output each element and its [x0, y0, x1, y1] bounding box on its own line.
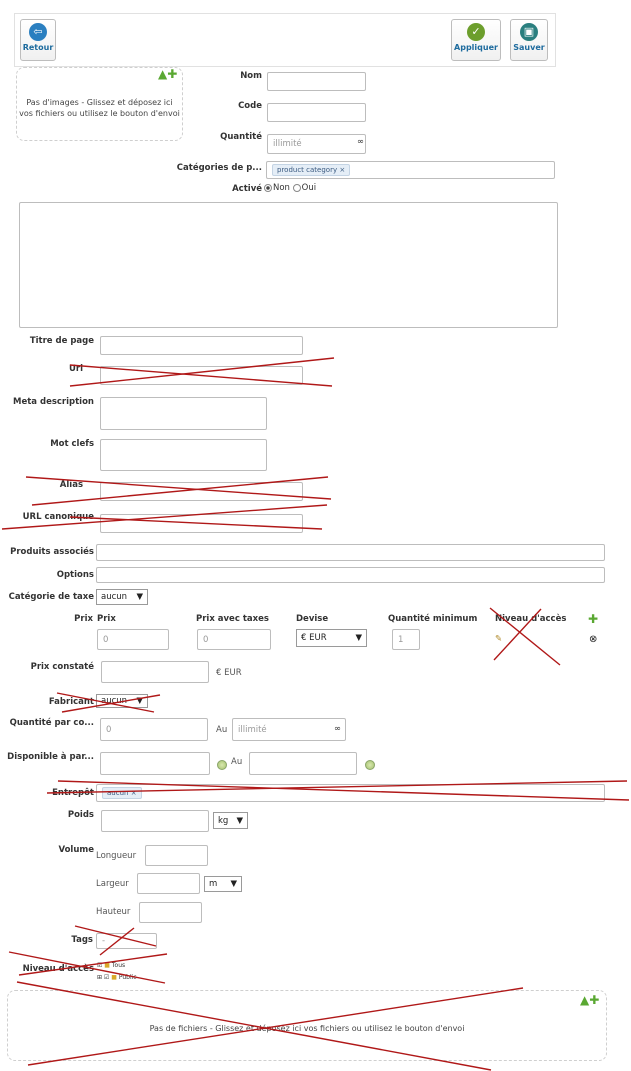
- weight-label: Poids: [67, 810, 94, 820]
- related-products-label: Produits associés: [10, 547, 94, 557]
- url-input[interactable]: [100, 366, 303, 385]
- min-quantity-input[interactable]: 1: [392, 629, 420, 650]
- categories-label: Catégories de p...: [176, 163, 262, 173]
- access-level-label: Niveau d'accès: [22, 964, 94, 974]
- canonical-url-input[interactable]: [100, 514, 303, 533]
- alias-label: Alias: [59, 480, 83, 490]
- upload-file-icon[interactable]: ▲✚: [580, 993, 600, 1007]
- warehouse-tag: aucun ×: [102, 787, 142, 799]
- quantity-label: Quantité: [220, 132, 262, 142]
- length-unit-value: m: [209, 879, 218, 889]
- length-unit-select[interactable]: [204, 876, 242, 892]
- tax-category-label: Catégorie de taxe: [8, 592, 94, 602]
- infinity-icon[interactable]: ∞: [334, 724, 342, 734]
- options-input[interactable]: [96, 567, 605, 583]
- manufacturer-select[interactable]: [96, 694, 148, 708]
- manufacturer-value: aucun: [101, 696, 128, 706]
- tags-input[interactable]: -: [96, 933, 157, 949]
- meta-description-textarea[interactable]: [100, 397, 267, 430]
- url-label: Url: [68, 364, 83, 374]
- dropdown-arrow-icon: ▼: [355, 633, 362, 643]
- dropdown-arrow-icon: ▼: [236, 815, 243, 826]
- file-dropzone-text: Pas de fichiers - Glissez et déposez ici vos fichiers ou utilisez le bouton d'envoi: [149, 1024, 465, 1033]
- active-yes-label: Oui: [301, 183, 317, 193]
- weight-unit-select[interactable]: [213, 812, 248, 829]
- check-icon: ✓: [467, 23, 485, 41]
- weight-input[interactable]: [101, 810, 209, 832]
- calendar-icon[interactable]: [217, 760, 227, 770]
- price-input[interactable]: 0: [97, 629, 169, 650]
- warehouse-input[interactable]: [96, 784, 605, 802]
- dropdown-arrow-icon: ▼: [136, 696, 143, 706]
- related-products-input[interactable]: [96, 544, 605, 561]
- calendar-icon[interactable]: [365, 760, 375, 770]
- meta-description-label: Meta description: [13, 397, 94, 407]
- categories-input[interactable]: [266, 161, 555, 179]
- add-price-icon[interactable]: ✚: [588, 612, 599, 626]
- name-input[interactable]: [267, 72, 366, 91]
- width-input[interactable]: [137, 873, 200, 894]
- qty-per-from-input[interactable]: 0: [100, 718, 208, 741]
- keywords-label: Mot clefs: [50, 439, 94, 449]
- image-dropzone-text: Pas d'images - Glissez et déposez ici vos fichiers ou utilisez le bouton d'envoi: [19, 98, 180, 118]
- code-label: Code: [238, 101, 262, 111]
- tag-remove-icon[interactable]: ×: [130, 789, 137, 797]
- save-button[interactable]: [510, 19, 548, 61]
- qty-per-label: Quantité par co...: [9, 718, 94, 728]
- width-label: Largeur: [96, 879, 129, 889]
- height-input[interactable]: [139, 902, 202, 923]
- height-label: Hauteur: [96, 907, 131, 917]
- observed-price-label: Prix constaté: [30, 662, 94, 672]
- back-label: Retour: [22, 43, 54, 52]
- options-label: Options: [56, 570, 94, 580]
- description-textarea[interactable]: [19, 202, 558, 328]
- page-title-label: Titre de page: [29, 336, 94, 346]
- tax-category-select[interactable]: [96, 589, 148, 605]
- currency-select[interactable]: [296, 629, 367, 647]
- tax-category-value: aucun: [101, 592, 128, 602]
- active-no-label: Non: [273, 183, 290, 193]
- dropdown-arrow-icon: ▼: [136, 592, 143, 602]
- available-to-label: Au: [231, 757, 243, 767]
- back-arrow-icon: ⇦: [29, 23, 47, 41]
- file-dropzone[interactable]: [7, 990, 607, 1061]
- apply-button[interactable]: [451, 19, 501, 61]
- available-from-label: Disponible à par...: [7, 752, 94, 762]
- available-from-input[interactable]: [100, 752, 210, 775]
- access-tree-public[interactable]: ⊞ ☑ ■ Public: [97, 974, 137, 981]
- col-access-level: Niveau d'accès: [495, 614, 567, 624]
- apply-label: Appliquer: [454, 43, 498, 52]
- available-to-input[interactable]: [249, 752, 357, 775]
- active-yes-radio[interactable]: [293, 184, 301, 192]
- active-radio-group: [264, 183, 316, 193]
- canonical-url-label: URL canonique: [22, 512, 94, 522]
- edit-access-icon[interactable]: ✎: [495, 634, 503, 644]
- code-input[interactable]: [267, 103, 366, 122]
- manufacturer-label: Fabricant: [48, 697, 94, 707]
- quantity-input[interactable]: [267, 134, 366, 154]
- alias-input[interactable]: [100, 482, 303, 501]
- length-input[interactable]: [145, 845, 208, 866]
- observed-currency: € EUR: [216, 668, 242, 678]
- access-tree-all[interactable]: ☑ ■ Tous: [97, 962, 126, 969]
- category-tag: product category ×: [272, 164, 350, 176]
- currency-value: € EUR: [301, 633, 327, 643]
- name-label: Nom: [240, 71, 262, 81]
- qty-to-label: Au: [216, 725, 228, 735]
- save-disk-icon: ▣: [520, 23, 538, 41]
- keywords-textarea[interactable]: [100, 439, 267, 471]
- toolbar: [14, 13, 556, 67]
- col-currency: Devise: [296, 614, 329, 624]
- price-taxes-input[interactable]: 0: [197, 629, 271, 650]
- length-label: Longueur: [96, 851, 137, 861]
- upload-image-icon[interactable]: ▲✚: [158, 67, 178, 81]
- delete-price-icon[interactable]: ⊗: [589, 634, 598, 645]
- observed-price-input[interactable]: [101, 661, 209, 683]
- tags-label: Tags: [71, 935, 93, 945]
- col-price: Prix: [97, 614, 116, 624]
- page-title-input[interactable]: [100, 336, 303, 355]
- save-label: Sauver: [513, 43, 545, 52]
- weight-unit-value: kg: [218, 815, 229, 826]
- back-button[interactable]: [20, 19, 56, 61]
- col-price-taxes: Prix avec taxes: [196, 614, 269, 624]
- qty-per-to-input[interactable]: illimité: [232, 718, 346, 741]
- infinity-icon[interactable]: ∞: [357, 137, 365, 147]
- dropdown-arrow-icon: ▼: [230, 879, 237, 889]
- active-label: Activé: [232, 184, 262, 194]
- price-row-label: Prix: [74, 614, 93, 624]
- quantity-placeholder: illimité: [273, 139, 302, 149]
- warehouse-label: Entrepôt: [52, 788, 94, 798]
- tag-remove-icon[interactable]: ×: [339, 166, 346, 174]
- active-no-radio[interactable]: [264, 184, 272, 192]
- volume-label: Volume: [58, 845, 94, 855]
- col-min-quantity: Quantité minimum: [388, 614, 478, 624]
